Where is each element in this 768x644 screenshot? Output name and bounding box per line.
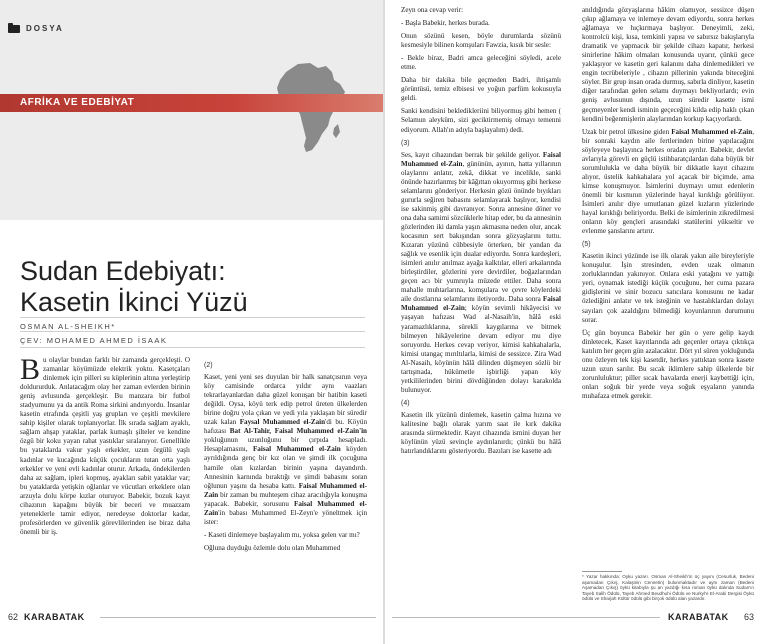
page-number-right: 63 bbox=[744, 612, 755, 622]
paragraph: Onun sözünü kesen, böyle durumlarda sözünü kesmesiyle bilinen komşuları Fawzia, kısık bir sesle: bbox=[401, 32, 561, 50]
divider bbox=[20, 347, 365, 348]
paragraph: Kasetin ilk yüzünü dinlemek, kasetin çalma hızına ve kalitesine bağlı olarak yarım saat ile kırk dakika arasında sürmektedir. Kayıt cihazında ismini duyan her köylünün yüzü sevinçle aydınlanırdı; çünkü bu hâlâ hatırlandıklarını gösteriyordu. Bazıları ise kasette adı bbox=[401, 410, 561, 456]
column-2 bbox=[204, 358, 367, 557]
footnote: * Yazar hakkında: Oyku yazarı. Osman Al-Sheikh'in üç yayını (Cesurluk, Bedeni aşamadan Çıkış, Kalaşinin Cennetin) bulunmaktadır ve aynı zaman (Bedeni Aşamadan Çıkış) öykü kitabıyla şu an yazdığı kısa roman öykü dalında Sudan'ın Tayeb Salih Ödülü, Tayeb Ahmed Beudhuhi Ödülü ve Nurkyl'e El-Arabi Dergisi Öykü ödülü ve Sharjah Kültür ödülü gibi birçok ödülü alan yazardır. bbox=[582, 574, 754, 602]
header-area bbox=[0, 0, 383, 220]
section-band-label: AFRİKA VE EDEBİYAT bbox=[20, 97, 135, 108]
footnote-rule bbox=[582, 571, 622, 572]
brand-right: KARABATAK bbox=[668, 612, 729, 622]
column-1 bbox=[20, 353, 190, 541]
paragraph: u olaylar bundan farklı bir zamanda gerçekleşti. O zamanlar köyümüzde elektrik yoktu. Kasetçaları dinlemek için pilleri su küplerinin altına yerleştirip doldururduk. Anlatacağım olay her zaman evlerden birinin geniş avlusunda gerçekleşir. Bu manzara bir futbol stadyumunu ya da antik Roma sirkini andırıyordu. İnsanlar kasetin etrafında çeşitli yaş grupları ve çeşitli mevkilere sahip kişiler olarak toplanıyorlar. İlk sırada sağlam ayaklı, sağlam ahşap yataklar, parlak kumaşlı şilteler ve kendine özgü bir koku yayan rahat yastıklar sıralanıyor. Genellikle bu yataklarda vakur yaşlı erkekler, uzun örgülü yaşlı kadınlar ve kucağında küçük çocukların tutan orta yaşlı erkekler ve yeni evli kadınlar oturur. Arkada, öndekilerden daha az sağlam, ipleri kopmuş, ayakları sabit yataklar var; bu yataklarda yetişkin oğlanlar ve vücutları erkeklere olan arzuyla dolu körpe kızlar oturuyor. Babekir, bozuk kayıt cihazının kapağını büyük bir beceri ve muazzam yeteneklerle tamir ediyor, neredeyse doktorlar kadar, profesörlerden ve güvenlik görevlilerinden ise biraz daha önemli bir iş. bbox=[20, 356, 190, 536]
paragraph: Sanki kendisini bekledikleriini biliyormuş gibi hemen ( Selamun aleyküm, sizi geciktirmemiş olmayı temenni ediyorum. Allah'ın adıyla başlayalım) dedi. bbox=[401, 107, 561, 134]
divider bbox=[20, 317, 365, 318]
section-number: (2) bbox=[204, 362, 213, 369]
paragraph: Kaset, yeni yeni ses duyulan bir halk sanatçısının veya köy camisinde ordarca yıldır aynı vaazları tekrarlayanlardan daha güzel konuşan bir hatibin kaseti değildi. Oysa, köyü terk edip petrol üreten ülkelerden birine doğru yola çıkan ve yedi yıla yaklaşan bir süredir uzak kalan Faysal Muhammed el-Zain'di bu. Köyün hafızası Bat Al-Tahir, Faisal Muhammed el-Zain'in yokluğunun uzunluğunu bir çırpıda hesapladı. Hesaplamasını, Faisal Muhammed el-Zain köyden ayrıldığında genç bir kız olan ve şimdi ilk çocuğuna hamile olan kızlardan birinin yaşına dayandırdı. Annesinin karnında bıraktığı ve şimdi babasını soran oğlunun yaşını da hesaba kattı. Faisal Muhammed el-Zain bir zaman bu muhteşem cihaz aracılığıyla konuşma yapacak. Babekir, sorusunu Faisal Muhammed el-Zain'in babası Muhammed El-Zeyn'e yöneltmek için ister: bbox=[204, 373, 368, 526]
paragraph: Üç gün boyunca Babekir her gün o yere gelip kaydı dinletecek, Kaset kayıtlarında adı geçenler ortaya çıktıkça katılım her geçen gün azalacaktır. Dört yıl süren yokluğunda onu özleyen tek kişi kasetdir, herkes yattıktan sonra kasete uzun uzun sarılır. Bu sıcak iklimlere sahip ülkelerde bir zorunluluktur; piller sıcak havalarda enerji kaybettiği için, onları soğuk bir yerde veya soğuk eşyaların yanında muhafaza etmek gerekir. bbox=[582, 328, 754, 400]
title-line-1: Sudan Edebiyatı: bbox=[20, 256, 226, 286]
article-title bbox=[20, 256, 360, 318]
author-name: OSMAN AL-SHEIKH* bbox=[20, 322, 116, 331]
title-line-2: Kasetin İkinci Yüzü bbox=[20, 287, 248, 317]
paragraph: Daha bir dakika bile geçmeden Badri, ihtişamlı görüntüsü, temiz elbisesi ve yoğun parfüm kokusuyla geldi. bbox=[401, 76, 561, 103]
drop-cap: B bbox=[20, 353, 41, 386]
column-3 bbox=[401, 6, 561, 460]
brand-left: KARABATAK bbox=[24, 612, 85, 622]
section-number: (4) bbox=[401, 399, 410, 407]
paragraph: - Başla Babekir, herkes burada. bbox=[401, 19, 490, 28]
section-band bbox=[0, 94, 383, 112]
section-tag-label: DOSYA bbox=[26, 24, 64, 33]
paragraph: Oğluna duyduğu özlemle dolu olan Muhammed bbox=[204, 543, 341, 552]
paragraph: Ses, kayıt cihazından berrak bir şekilde geliyor. Faisal Muhammed el-Zain, gününün, ayının, hatta yıllarının olaylarını anlatır, zekâ, dikkat ve incelikle, sanki önünde hazırlanmış bir kâğıttan okuyormuş gibi herkese selamlarını gönderiyor. Herkesin gözü önünde bıyıkları gururla seğiren babasını selamlayarak başlıyor, kendisi ise sakinmiş gibi davranıyor. Sonra annesine döner ve ona daha samimi sözcüklerle hitap eder, bu da annesinin gözlerinden iki damla yaşın akmasına neden olur, ancak kocasının sert bakışından sonra gözyaşlarını tuttu. Kızaran yüzünü cübbesiyle örterken, bir yandan da sağlık ve esenlik için dualar ediyordu. Sonra kardeşleri, isimleri anılır anılmaz ayağa kalktılar, elleri arkalarında birleştirdiler, gözlerini yere devirdiler, boğazlarından geçen acı bir yumruyla müzede ettiler. Daha sonra mahalle muhtarlarına, komşulara ve çevre köylerdeki aile dostlarına selamlarını iletiyordu. Daha sonra Faisal Muhammed el-Zain; köyün sevimli hikâyecisi ve yaşayan hafızası Wad al-Nasaih'in, hâlâ eski yaramazlıklarına, sürekli kaygılarına ve bitmek bilmeyen hikâyelerine devam ediyor mu diye soruyordu. Herkes cevap veriyor, kimisi kahkahalarla, kimisi utangaç mırıltılarla, kimisi de sessizce. Zira Wad Al-Nasaih, köyünün hâlâ dilinden düşmeyen sözlü bir tartışmada, hükümetle işbirliği yapan köy yetkililerinden birini dövdüğünden dolayı karakolda bulunuyor. bbox=[401, 150, 562, 394]
section-number: (3) bbox=[401, 139, 410, 147]
page-gutter bbox=[383, 0, 385, 644]
translator-name: ÇEV: MOHAMED AHMED İSAAK bbox=[20, 336, 168, 345]
paragraph: anıldığında gözyaşlarına hâkim olamıyor, sessizce düşen çıkıp ağlamaya ve inlemeye devam ediyordu, sonra herkes ağlamaya ve hıçkırmaya başlıyor. Deneyimli, zeki, kontrolcü kişi, kısa, temkinli yapısı ve sabırsız bakışlarıyla dramatik ve yapmacık bir şekilde cihazı kapatır, herkesi sinirlerine hâkim olmaları konusunda uyarır, çünkü gece yaklaşıyor ve kasetin geri kalanını daha dinlemedikleri ve engin tecrübeleriyle , cihazın pillerinin yakında biteceğini söyler. Bir grup insan orada durmuş, sabırla dinliyor, kasetin diğer tarafından gelen selamı duymayı bekliyorlardı; evin geniş avlusunun dışında, uzun süredir kasette ismi geçmeyenler kendi isminin geçeceğini kilda edip haklı çıkan kendini beğenmişlerin alaylarından korkup kaçıyorlardı. bbox=[582, 6, 754, 123]
page-number-left: 62 bbox=[8, 612, 19, 622]
paragraph: - Bekle biraz, Badri amca geleceğini söyledi, acele etme. bbox=[401, 54, 561, 72]
paragraph: - Kaseti dinlemeye başlayalım mı, yoksa gelen var mı? bbox=[204, 530, 360, 539]
section-tag bbox=[8, 24, 64, 33]
footer-rule-left bbox=[100, 617, 376, 618]
folder-icon bbox=[8, 25, 20, 33]
section-number: (5) bbox=[582, 241, 591, 249]
footer-rule-right bbox=[392, 617, 660, 618]
paragraph: Zeyn ona cevap verir: bbox=[401, 6, 464, 14]
divider bbox=[20, 331, 365, 332]
paragraph: Uzak bir petrol ülkesine giden Faisal Muhammed el-Zain, bir sonraki kaydın aile fertlerinden birine yapılacağını söyleyeye başlayınca herkes oradan ayrılır. Babekir, devlet avlarıyla görevli en güçlü istihbaratçılardan daha büyük bir sorumlulukla ve daha büyük bir dikkatle kayıt cihazını alıyor, üstelik kahkahalara yol açacak bir biçimde, ama kimse konuşmuyor. İsimlerini duymayı umut edenlerin önemli bir kısmının yüzlerinde hayal kırıklığı görülüyor. İsimleri anılır diye umutlanan güzel kızların yüzlerinde hayal kırıklığı beliriyordu. Belki de isimlerinin zikredilmesi onların köy gençleri arasındaki statülerini yükseltir ve evlenme şanslarını artırır. bbox=[582, 127, 755, 236]
column-4 bbox=[582, 6, 754, 405]
paragraph: Kasetin ikinci yüzünde ise ilk olarak yakın aile bireyleriyle konuşulur. İşin stresinden, evden uzak olmanın zorluklarından yakınıyor. Onlara eski yatağını ve yattığı yeri, oynamak istediği küçük çocuğunu, her cuma pazara gidişlerini ve sinir bozucu satıcılara konusunu ne kadar özlediğini anlatır ve tek isteğinin ve hastalıklardan dolayı sayıları çok azaldığını bilmediği koyunlarının durumunu sorar. bbox=[582, 252, 754, 324]
